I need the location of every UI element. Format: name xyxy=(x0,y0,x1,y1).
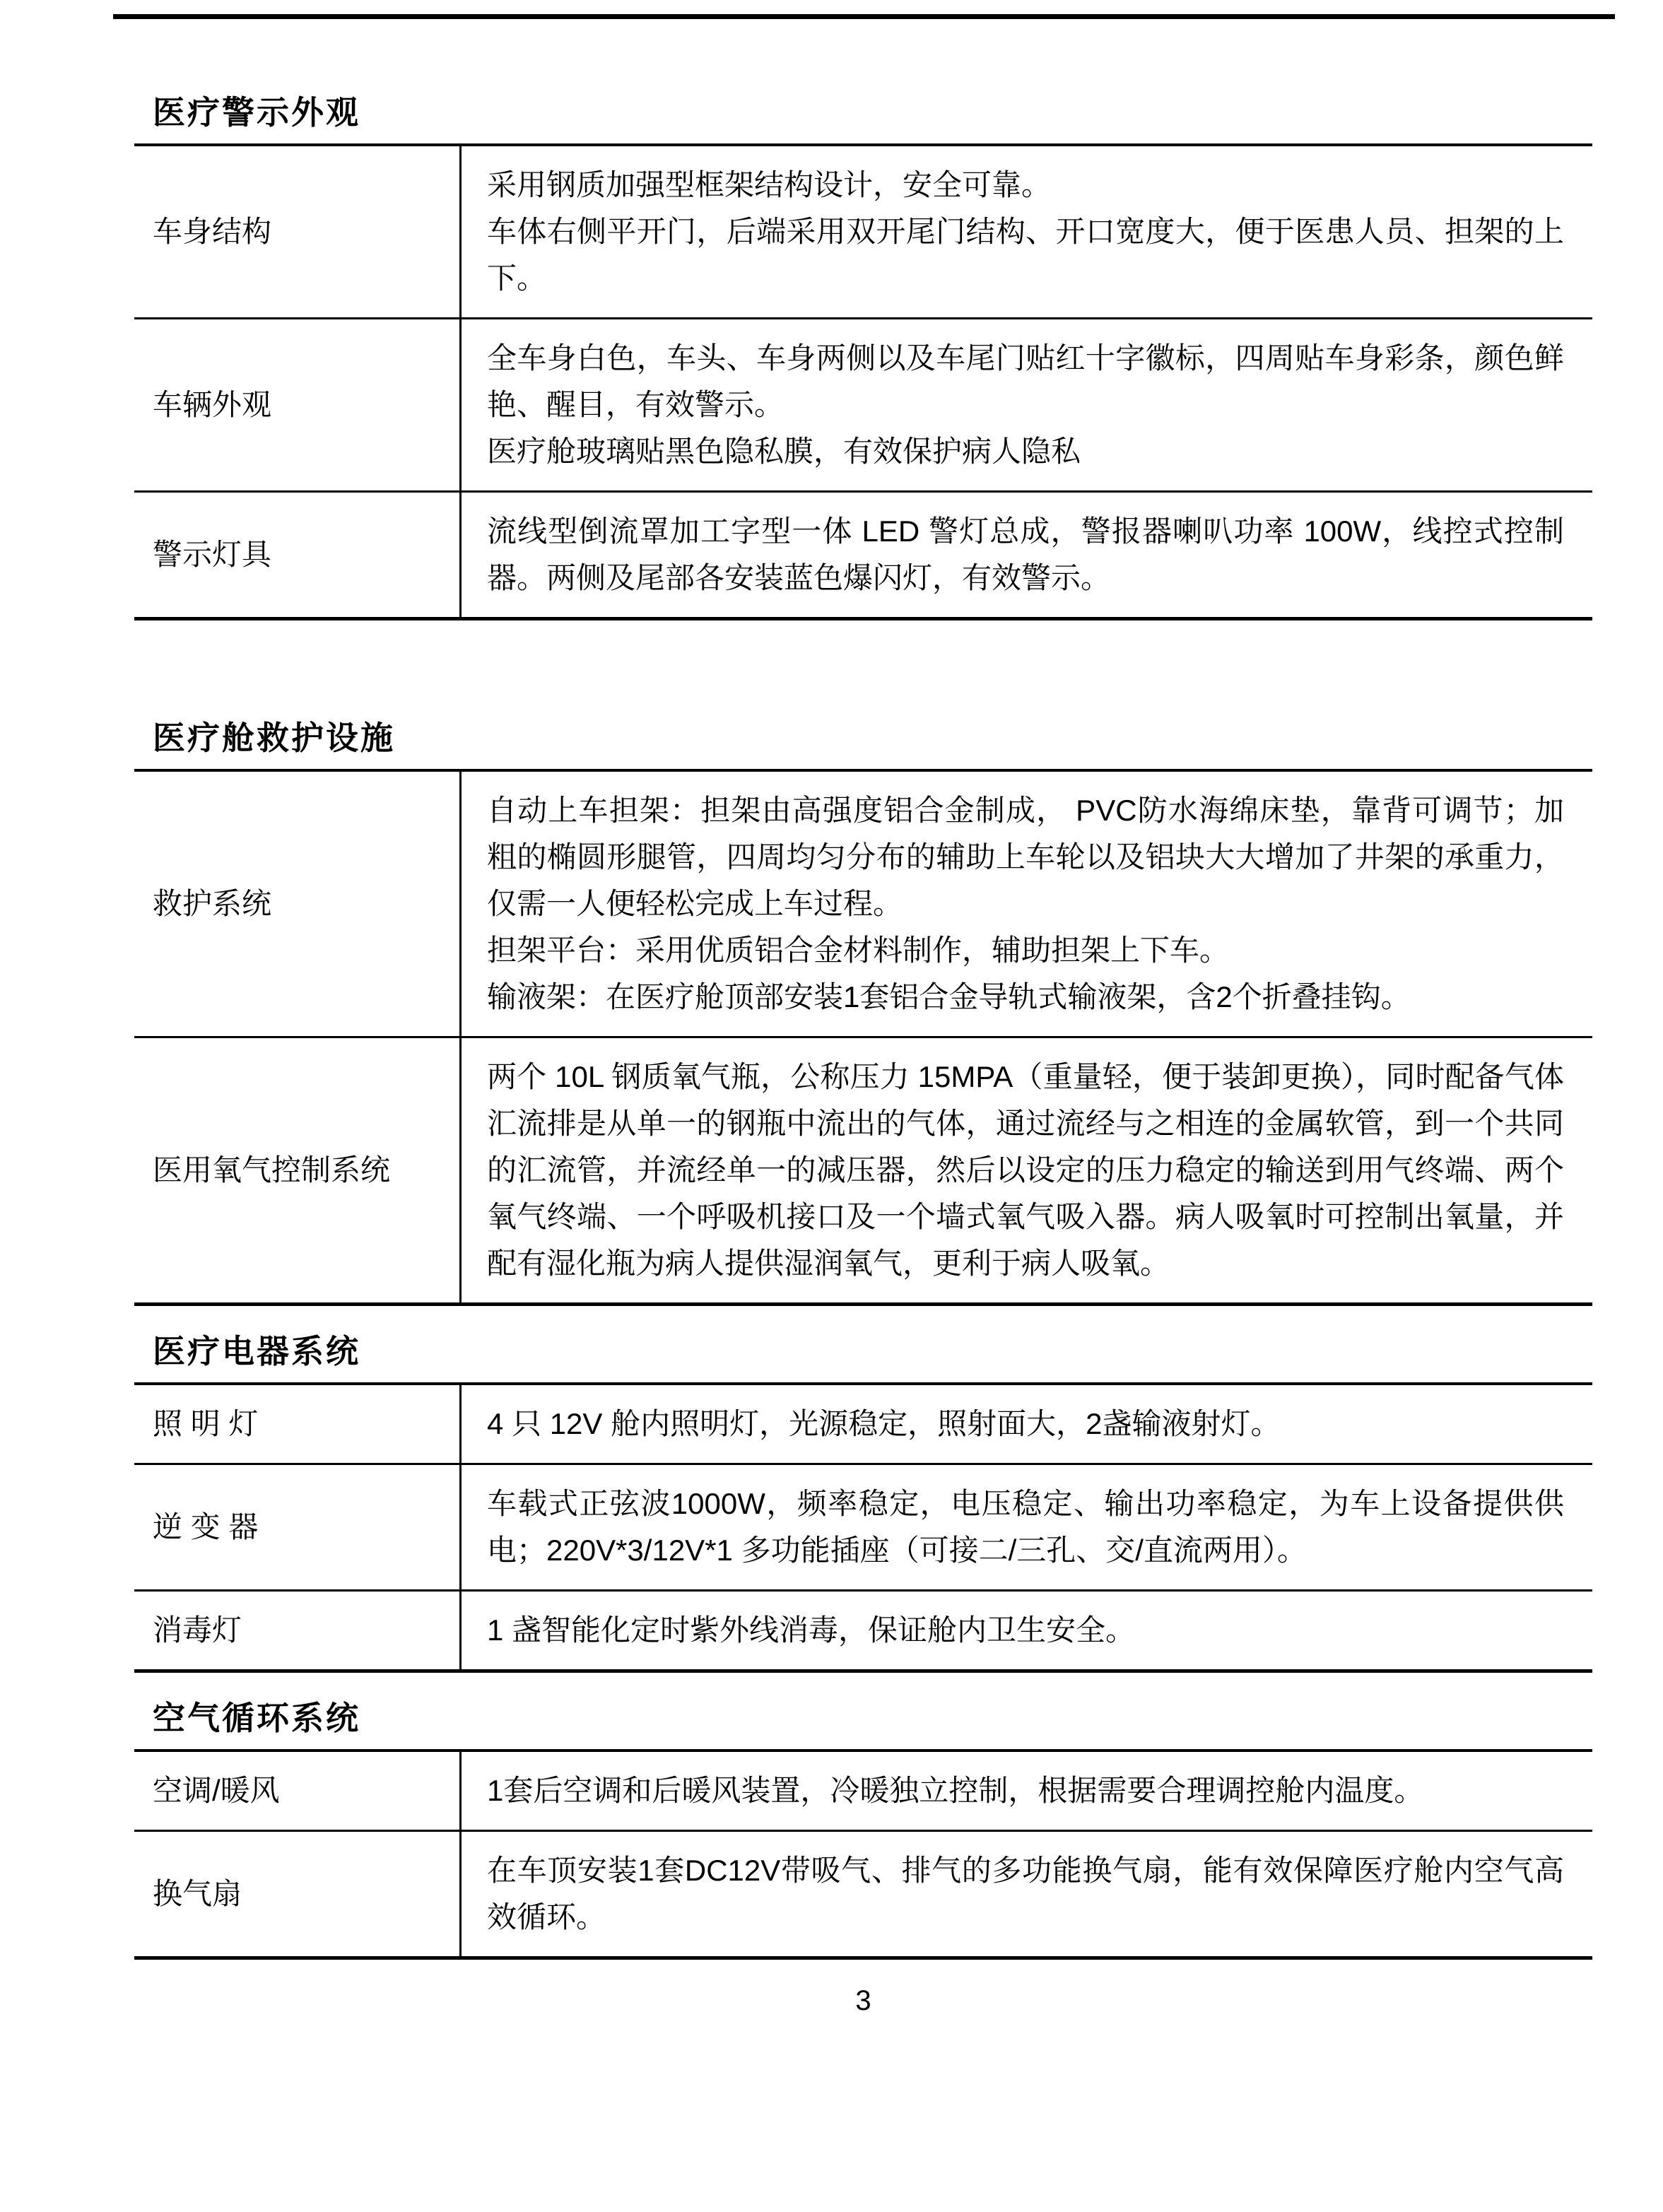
paragraph: 4 只 12V 舱内照明灯，光源稳定，照射面大，2盏输液射灯。 xyxy=(487,1407,1281,1440)
row-label: 救护系统 xyxy=(134,772,462,1036)
row-content xyxy=(462,1752,1592,1830)
table-row xyxy=(134,1592,1592,1669)
section xyxy=(134,712,1592,1306)
paragraph: 医疗舱玻璃贴黑色隐私膜，有效保护病人隐私 xyxy=(487,435,1081,468)
row-content xyxy=(462,146,1592,317)
spec-table xyxy=(134,1382,1592,1673)
row-content xyxy=(462,319,1592,490)
table-row xyxy=(134,1752,1592,1832)
row-content xyxy=(462,1832,1592,1956)
paragraph: 两个 10L 钢质氧气瓶，公称压力 15MPA（重量轻，便于装卸更换），同时配备气体汇流排是从单一的钢瓶中流出的气体，通过流经与之相连的金属软管，到一个共同的汇流管，并流经单一的减压器，然后以设定的压力稳定的输送到用气终端、两个氧气终端、一个呼吸机接口及一个墙式氧气吸入器。病人吸氧时可控制出氧量，并配有湿化瓶为病人提供湿润氧气，更利于病人吸氧。 xyxy=(487,1060,1564,1280)
table-row xyxy=(134,1832,1592,1956)
row-label: 警示灯具 xyxy=(134,493,462,617)
table-row xyxy=(134,319,1592,493)
paragraph: 1 盏智能化定时紫外线消毒，保证舱内卫生安全。 xyxy=(487,1613,1136,1647)
row-content xyxy=(462,1465,1592,1589)
row-label: 车身结构 xyxy=(134,146,462,317)
table-row xyxy=(134,493,1592,617)
paragraph: 流线型倒流罩加工字型一体 LED 警灯总成，警报器喇叭功率 100W，线控式控制器。两侧及尾部各安装蓝色爆闪灯，有效警示。 xyxy=(487,514,1564,594)
row-label: 消毒灯 xyxy=(134,1592,462,1669)
spec-table xyxy=(134,769,1592,1306)
section xyxy=(134,1693,1592,1960)
row-content xyxy=(462,493,1592,617)
table-row xyxy=(134,1385,1592,1465)
row-label: 照 明 灯 xyxy=(134,1385,462,1463)
sections-container xyxy=(134,87,1592,1960)
spec-document xyxy=(134,19,1592,2017)
paragraph: 在车顶安装1套DC12V带吸气、排气的多功能换气扇，能有效保障医疗舱内空气高效循环。 xyxy=(487,1854,1564,1934)
row-label: 逆 变 器 xyxy=(134,1465,462,1589)
table-row xyxy=(134,772,1592,1038)
row-content xyxy=(462,1038,1592,1302)
paragraph: 输液架：在医疗舱顶部安装1套铝合金导轨式输液架，含2个折叠挂钩。 xyxy=(487,980,1411,1013)
row-label: 车辆外观 xyxy=(134,319,462,490)
section xyxy=(134,87,1592,620)
paragraph: 车体右侧平开门，后端采用双开尾门结构、开口宽度大，便于医患人员、担架的上下。 xyxy=(487,215,1564,295)
row-content xyxy=(462,1385,1592,1463)
paragraph: 车载式正弦波1000W，频率稳定，电压稳定、输出功率稳定，为车上设备提供供电；220V*3/12V*1 多功能插座（可接二/三孔、交/直流两用）。 xyxy=(487,1487,1564,1567)
row-content xyxy=(462,772,1592,1036)
section-title: 医疗警示外观 xyxy=(153,94,360,131)
table-row xyxy=(134,1038,1592,1302)
row-content xyxy=(462,1592,1592,1669)
paragraph: 担架平台：采用优质铝合金材料制作，辅助担架上下车。 xyxy=(487,934,1230,967)
page-top-rule xyxy=(113,14,1615,19)
section-title: 医疗舱救护设施 xyxy=(153,719,395,756)
spec-table xyxy=(134,1749,1592,1960)
paragraph: 自动上车担架：担架由高强度铝合金制成， PVC防水海绵床垫，靠背可调节；加粗的椭圆形腿管，四周均匀分布的辅助上车轮以及铝块大大增加了井架的承重力，仅需一人便轻松完成上车过程。 xyxy=(487,794,1564,920)
paragraph: 1套后空调和后暖风装置，冷暖独立控制，根据需要合理调控舱内温度。 xyxy=(487,1774,1424,1807)
section xyxy=(134,1326,1592,1673)
paragraph: 全车身白色，车头、车身两侧以及车尾门贴红十字徽标，四周贴车身彩条，颜色鲜艳、醒目，有效警示。 xyxy=(487,341,1564,421)
section-title: 医疗电器系统 xyxy=(153,1333,360,1370)
row-label: 医用氧气控制系统 xyxy=(134,1038,462,1302)
paragraph: 采用钢质加强型框架结构设计，安全可靠。 xyxy=(487,168,1052,201)
page-number: 3 xyxy=(855,1985,871,2016)
section-title: 空气循环系统 xyxy=(153,1700,360,1736)
table-row xyxy=(134,146,1592,319)
spec-table xyxy=(134,143,1592,620)
row-label: 空调/暖风 xyxy=(134,1752,462,1830)
row-label: 换气扇 xyxy=(134,1832,462,1956)
table-row xyxy=(134,1465,1592,1592)
